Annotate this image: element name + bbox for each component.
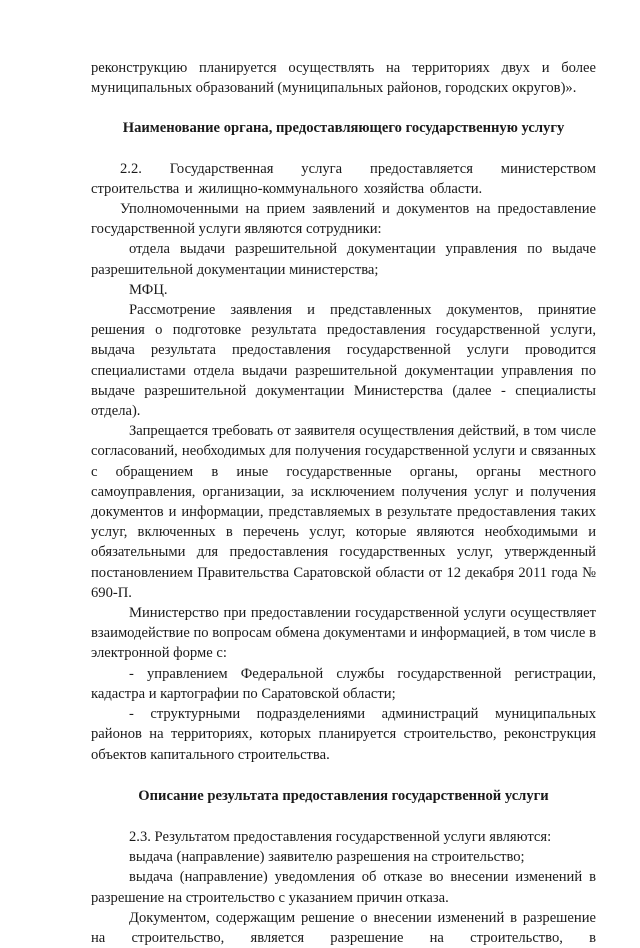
paragraph-review: Рассмотрение заявления и представленных документов, принятие решения о подготовке результата предоставления государственной услуги, выдача результата предоставления государственной услуги проводится специалистами отдела выдачи разрешительной документации управления по выдаче разрешительной документации Министерства (далее - специалисты отдела). bbox=[91, 302, 596, 420]
paragraph-2-3: 2.3. Результатом предоставления государственной услуги являются: bbox=[129, 828, 552, 845]
paragraph-prohibition: Запрещается требовать от заявителя осуществления действий, в том числе согласований, необходимых для получения государственной услуги и связанных с обращением в иные государственные органы, органы местного самоуправления, организации, за исключением получения услуг и получения документов и информации, представляемых в результате предоставления таких услуг, включенных в перечень услуг, которые являются необходимыми и обязательными для предоставления государственных услуг, утвержденный постановлением Правительства Саратовской области от 12 декабря 2011 года № 690-П. bbox=[91, 423, 596, 601]
intro-paragraph: реконструкцию планируется осуществлять на территориях двух и более муниципальных образований (муниципальных районов, городских округов)». bbox=[91, 60, 596, 97]
document-page bbox=[91, 58, 596, 948]
section-heading-authority: Наименование органа, предоставляющего государственную услугу bbox=[122, 120, 565, 137]
paragraph-2-2: 2.2. Государственная услуга предоставляется министерством строительства и жилищно-коммунального хозяйства области. bbox=[91, 160, 596, 197]
paragraph-authorized: Уполномоченными на прием заявлений и документов на предоставление государственной услуги являются сотрудники: bbox=[91, 201, 596, 238]
paragraph-municipal: - структурными подразделениями администраций муниципальных районов на территориях, которых планируется строительство, реконструкция объектов капитального строительства. bbox=[91, 706, 596, 763]
paragraph-issue-permit: выдача (направление) заявителю разрешения на строительство; bbox=[129, 849, 525, 866]
paragraph-rosreestr: - управлением Федеральной службы государственной регистрации, кадастра и картографии по Саратовской области; bbox=[91, 665, 596, 702]
paragraph-document: Документом, содержащим решение о внесении изменений в разрешение на строительство, является разрешение на строительство, в bbox=[91, 909, 596, 946]
paragraph-interaction: Министерство при предоставлении государственной услуги осуществляет взаимодействие по вопросам обмена документами и информацией, в том числе в электронной форме с: bbox=[91, 605, 596, 662]
paragraph-mfc: МФЦ. bbox=[129, 281, 168, 298]
section-heading-result: Описание результата предоставления государственной услуги bbox=[138, 787, 549, 804]
paragraph-department: отдела выдачи разрешительной документации управления по выдаче разрешительной документации министерства; bbox=[91, 241, 596, 278]
paragraph-refusal: выдача (направление) уведомления об отказе во внесении изменений в разрешение на строительство с указанием причин отказа. bbox=[91, 869, 596, 906]
